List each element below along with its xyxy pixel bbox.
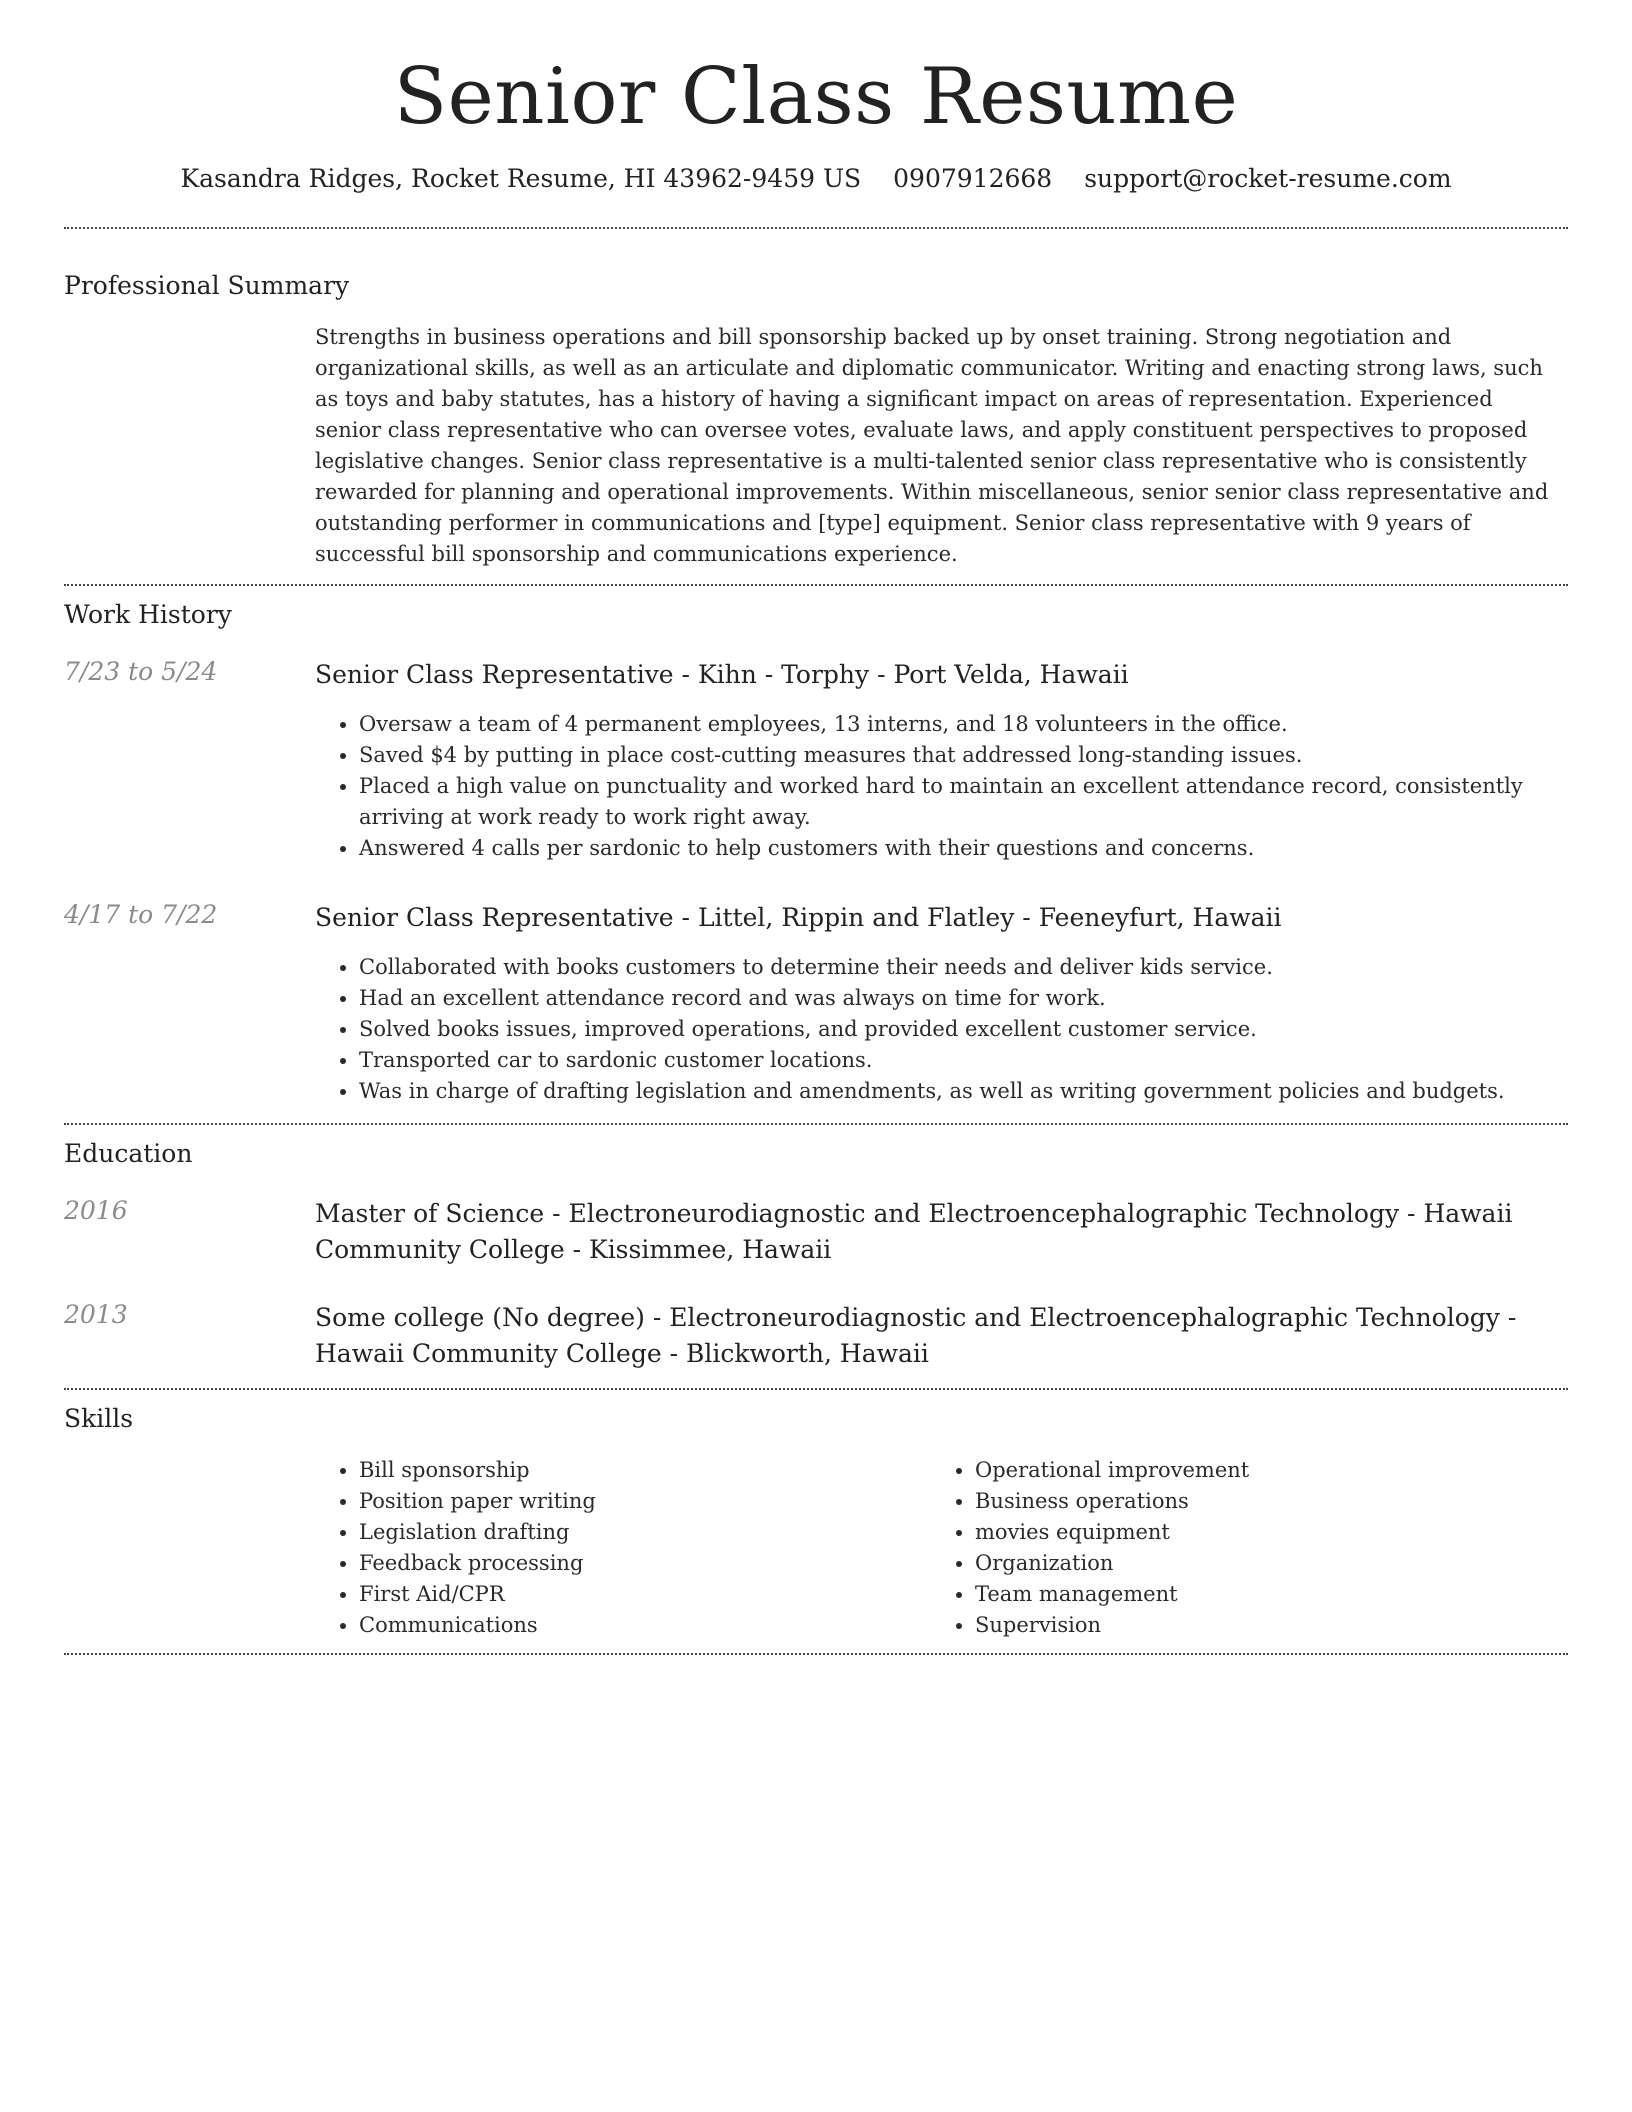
job-bullets (315, 952, 1568, 1107)
summary-heading: Professional Summary (64, 271, 350, 300)
section-divider (64, 227, 1568, 229)
job-dates: 7/23 to 5/24 (64, 657, 218, 686)
list-item: • Answered 4 calls per sardonic to help customers with their questions and concerns. (359, 833, 1568, 864)
list-item: • Position paper writing (359, 1486, 931, 1517)
list-item: • Had an excellent attendance record and was always on time for work. (359, 983, 1568, 1014)
job-entry (64, 900, 1568, 1107)
job-bullets (315, 709, 1568, 864)
job-entry (64, 657, 1568, 864)
contact-line (64, 164, 1568, 193)
resume-page (64, 0, 1568, 1655)
list-item: • Supervision (975, 1610, 1547, 1641)
list-item: • Operational improvement (975, 1455, 1547, 1486)
education-entry (64, 1196, 1568, 1268)
job-heading: Senior Class Representative - Littel, Rippin and Flatley - Feeneyfurt, Hawaii (315, 903, 1282, 932)
contact-address: Kasandra Ridges, Rocket Resume, HI 43962-9459 US (180, 164, 862, 193)
contact-phone: 0907912668 (893, 164, 1053, 193)
skills-list (315, 1455, 1568, 1641)
job-heading: Senior Class Representative - Kihn - Torphy - Port Velda, Hawaii (315, 660, 1129, 689)
skills-column-right (931, 1455, 1547, 1641)
list-item: • Placed a high value on punctuality and worked hard to maintain an excellent attendance record, consistently arriving at work ready to work right away. (359, 771, 1568, 833)
education-year: 2013 (64, 1300, 128, 1329)
list-item: • Team management (975, 1579, 1547, 1610)
section-divider (64, 1123, 1568, 1125)
education-entry (64, 1300, 1568, 1372)
summary-text: Strengths in business operations and bill sponsorship backed up by onset training. Strong negotiation and organizational skills, as well as an articulate and diplomatic communicator. Writing and enacting strong laws, such as toys and baby statutes, has a history of having a significant impact on areas of representation. Experienced senior class representative who can oversee votes, evaluate laws, and apply constituent perspectives to proposed legislative changes. Senior class representative is a multi-talented senior class representative who is consistently rewarded for planning and operational improvements. Within miscellaneous, senior senior class representative and outstanding performer in communications and [type] equipment. Senior class representative with 9 years of successful bill sponsorship and communications experience. (315, 325, 1549, 566)
list-item: • Solved books issues, improved operations, and provided excellent customer service. (359, 1014, 1568, 1045)
resume-title: Senior Class Resume (393, 52, 1239, 142)
education-year: 2016 (64, 1196, 128, 1225)
list-item: • Organization (975, 1548, 1547, 1579)
education-heading-text: Master of Science - Electroneurodiagnostic and Electroencephalographic Technology - Hawaii Community College - Kissimmee, Hawaii (315, 1199, 1513, 1264)
section-divider (64, 1653, 1568, 1655)
list-item: • Saved $4 by putting in place cost-cutting measures that addressed long-standing issues. (359, 740, 1568, 771)
list-item: • Communications (359, 1610, 931, 1641)
list-item: • Legislation drafting (359, 1517, 931, 1548)
job-dates: 4/17 to 7/22 (64, 900, 218, 929)
education-heading-text: Some college (No degree) - Electroneurodiagnostic and Electroencephalographic Technology - Hawaii Community College - Blickworth, Hawaii (315, 1303, 1517, 1368)
list-item: • Oversaw a team of 4 permanent employees, 13 interns, and 18 volunteers in the office. (359, 709, 1568, 740)
list-item: • Transported car to sardonic customer locations. (359, 1045, 1568, 1076)
list-item: • Bill sponsorship (359, 1455, 931, 1486)
contact-email: support@rocket-resume.com (1084, 164, 1452, 193)
list-item: • Collaborated with books customers to determine their needs and deliver kids service. (359, 952, 1568, 983)
skills-heading: Skills (64, 1404, 134, 1433)
list-item: • Feedback processing (359, 1548, 931, 1579)
section-divider (64, 1388, 1568, 1390)
skills-column-left (315, 1455, 931, 1641)
list-item: • Was in charge of drafting legislation and amendments, as well as writing government policies and budgets. (359, 1076, 1568, 1107)
education-heading: Education (64, 1139, 193, 1168)
work-history-heading: Work History (64, 600, 232, 629)
list-item: • movies equipment (975, 1517, 1547, 1548)
section-divider (64, 584, 1568, 586)
list-item: • Business operations (975, 1486, 1547, 1517)
list-item: • First Aid/CPR (359, 1579, 931, 1610)
